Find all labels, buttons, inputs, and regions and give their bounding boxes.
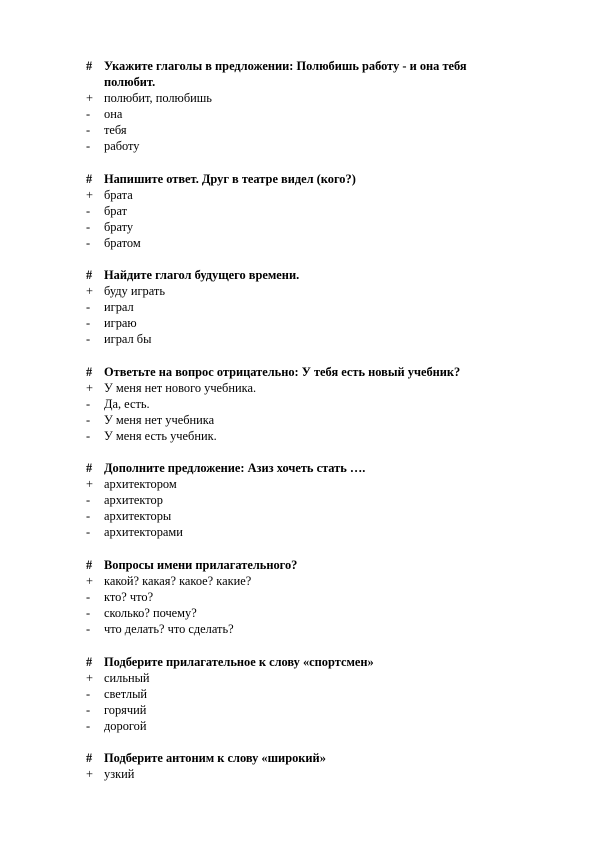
answer-marker: - bbox=[86, 719, 91, 733]
question-marker: # bbox=[86, 59, 93, 73]
question-marker: # bbox=[86, 655, 93, 669]
answer-text: брата bbox=[104, 188, 133, 202]
question-block bbox=[0, 364, 596, 444]
answer-marker: + bbox=[86, 284, 93, 298]
answer-marker: - bbox=[86, 220, 91, 234]
question-line bbox=[0, 364, 596, 380]
answer-option bbox=[0, 524, 596, 540]
question-marker: # bbox=[86, 268, 93, 282]
answer-text: играю bbox=[104, 316, 137, 330]
answer-marker: - bbox=[86, 525, 91, 539]
question-block bbox=[0, 750, 596, 782]
question-text: Подберите прилагательное к слову «спортсмен» bbox=[104, 655, 374, 669]
answer-text: архитектором bbox=[104, 477, 177, 491]
answer-text: какой? какая? какое? какие? bbox=[104, 574, 252, 588]
answer-marker: + bbox=[86, 188, 93, 202]
answer-option-correct bbox=[0, 90, 596, 106]
answer-option bbox=[0, 702, 596, 718]
answer-marker: - bbox=[86, 300, 91, 314]
question-block bbox=[0, 171, 596, 251]
answer-text: брат bbox=[104, 204, 128, 218]
answer-option bbox=[0, 122, 596, 138]
question-block bbox=[0, 460, 596, 540]
answer-text: тебя bbox=[104, 123, 127, 137]
question-marker: # bbox=[86, 365, 93, 379]
answer-marker: - bbox=[86, 413, 91, 427]
answer-marker: - bbox=[86, 204, 91, 218]
answer-option bbox=[0, 492, 596, 508]
answer-option bbox=[0, 138, 596, 154]
answer-option-correct bbox=[0, 573, 596, 589]
answer-text: архитекторы bbox=[104, 509, 172, 523]
answer-option-correct bbox=[0, 283, 596, 299]
answer-text: светлый bbox=[104, 687, 148, 701]
question-line bbox=[0, 460, 596, 476]
answer-text: сколько? почему? bbox=[104, 606, 197, 620]
answer-option bbox=[0, 299, 596, 315]
question-text: Ответьте на вопрос отрицательно: У тебя есть новый учебник? bbox=[104, 365, 461, 379]
question-text: Дополните предложение: Азиз хочеть стать …. bbox=[104, 461, 366, 475]
answer-marker: - bbox=[86, 703, 91, 717]
answer-option bbox=[0, 219, 596, 235]
answer-text: брату bbox=[104, 220, 134, 234]
answer-text: братом bbox=[104, 236, 141, 250]
answer-marker: + bbox=[86, 574, 93, 588]
answer-marker: - bbox=[86, 397, 91, 411]
answer-option-correct bbox=[0, 766, 596, 782]
question-line bbox=[0, 267, 596, 283]
answer-marker: - bbox=[86, 236, 91, 250]
answer-option bbox=[0, 412, 596, 428]
question-line bbox=[0, 171, 596, 187]
answer-text: что делать? что сделать? bbox=[104, 622, 234, 636]
question-block bbox=[0, 557, 596, 637]
answer-text: играл бы bbox=[104, 332, 152, 346]
answer-marker: - bbox=[86, 509, 91, 523]
answer-text: узкий bbox=[104, 767, 135, 781]
question-marker: # bbox=[86, 172, 93, 186]
answer-text: горячий bbox=[104, 703, 147, 717]
answer-marker: - bbox=[86, 590, 91, 604]
answer-option bbox=[0, 718, 596, 734]
answer-option bbox=[0, 508, 596, 524]
question-marker: # bbox=[86, 558, 93, 572]
answer-option bbox=[0, 203, 596, 219]
answer-option bbox=[0, 235, 596, 251]
answer-marker: + bbox=[86, 381, 93, 395]
answer-text: У меня нет нового учебника. bbox=[104, 381, 257, 395]
answer-option-correct bbox=[0, 670, 596, 686]
answer-option bbox=[0, 106, 596, 122]
answer-marker: - bbox=[86, 622, 91, 636]
answer-text: У меня есть учебник. bbox=[104, 429, 217, 443]
answer-marker: - bbox=[86, 123, 91, 137]
answer-option-correct bbox=[0, 476, 596, 492]
answer-marker: - bbox=[86, 316, 91, 330]
question-line bbox=[0, 58, 596, 74]
answer-option bbox=[0, 396, 596, 412]
answer-option bbox=[0, 315, 596, 331]
answer-text: кто? что? bbox=[104, 590, 154, 604]
answer-text: архитектор bbox=[104, 493, 163, 507]
answer-marker: + bbox=[86, 767, 93, 781]
answer-text: Да, есть. bbox=[104, 397, 150, 411]
answer-marker: + bbox=[86, 671, 93, 685]
answer-text: она bbox=[104, 107, 123, 121]
answer-text: буду играть bbox=[104, 284, 165, 298]
answer-text: полюбит, полюбишь bbox=[104, 91, 212, 105]
question-marker: # bbox=[86, 751, 93, 765]
question-text: полюбит. bbox=[104, 75, 156, 89]
answer-text: архитекторами bbox=[104, 525, 183, 539]
answer-marker: + bbox=[86, 477, 93, 491]
question-block bbox=[0, 654, 596, 734]
question-line bbox=[0, 654, 596, 670]
answer-text: работу bbox=[104, 139, 140, 153]
answer-text: дорогой bbox=[104, 719, 147, 733]
answer-marker: - bbox=[86, 429, 91, 443]
question-text: Подберите антоним к слову «широкий» bbox=[104, 751, 326, 765]
answer-marker: - bbox=[86, 332, 91, 346]
question-text: Укажите глаголы в предложении: Полюбишь работу - и она тебя bbox=[104, 59, 467, 73]
answer-option-correct bbox=[0, 187, 596, 203]
question-marker: # bbox=[86, 461, 93, 475]
answer-option bbox=[0, 605, 596, 621]
answer-text: сильный bbox=[104, 671, 150, 685]
answer-text: У меня нет учебника bbox=[104, 413, 215, 427]
answer-option bbox=[0, 621, 596, 637]
answer-marker: - bbox=[86, 139, 91, 153]
question-line bbox=[0, 74, 596, 90]
answer-option-correct bbox=[0, 380, 596, 396]
question-block bbox=[0, 58, 596, 154]
question-line bbox=[0, 750, 596, 766]
answer-option bbox=[0, 686, 596, 702]
question-line bbox=[0, 557, 596, 573]
answer-marker: - bbox=[86, 606, 91, 620]
answer-marker: + bbox=[86, 91, 93, 105]
answer-option bbox=[0, 331, 596, 347]
answer-marker: - bbox=[86, 493, 91, 507]
question-block bbox=[0, 267, 596, 347]
question-text: Напишите ответ. Друг в театре видел (кого?) bbox=[104, 172, 356, 186]
question-text: Найдите глагол будущего времени. bbox=[104, 268, 300, 282]
answer-marker: - bbox=[86, 687, 91, 701]
answer-option bbox=[0, 589, 596, 605]
answer-option bbox=[0, 428, 596, 444]
answer-marker: - bbox=[86, 107, 91, 121]
question-text: Вопросы имени прилагательного? bbox=[104, 558, 298, 572]
answer-text: играл bbox=[104, 300, 134, 314]
